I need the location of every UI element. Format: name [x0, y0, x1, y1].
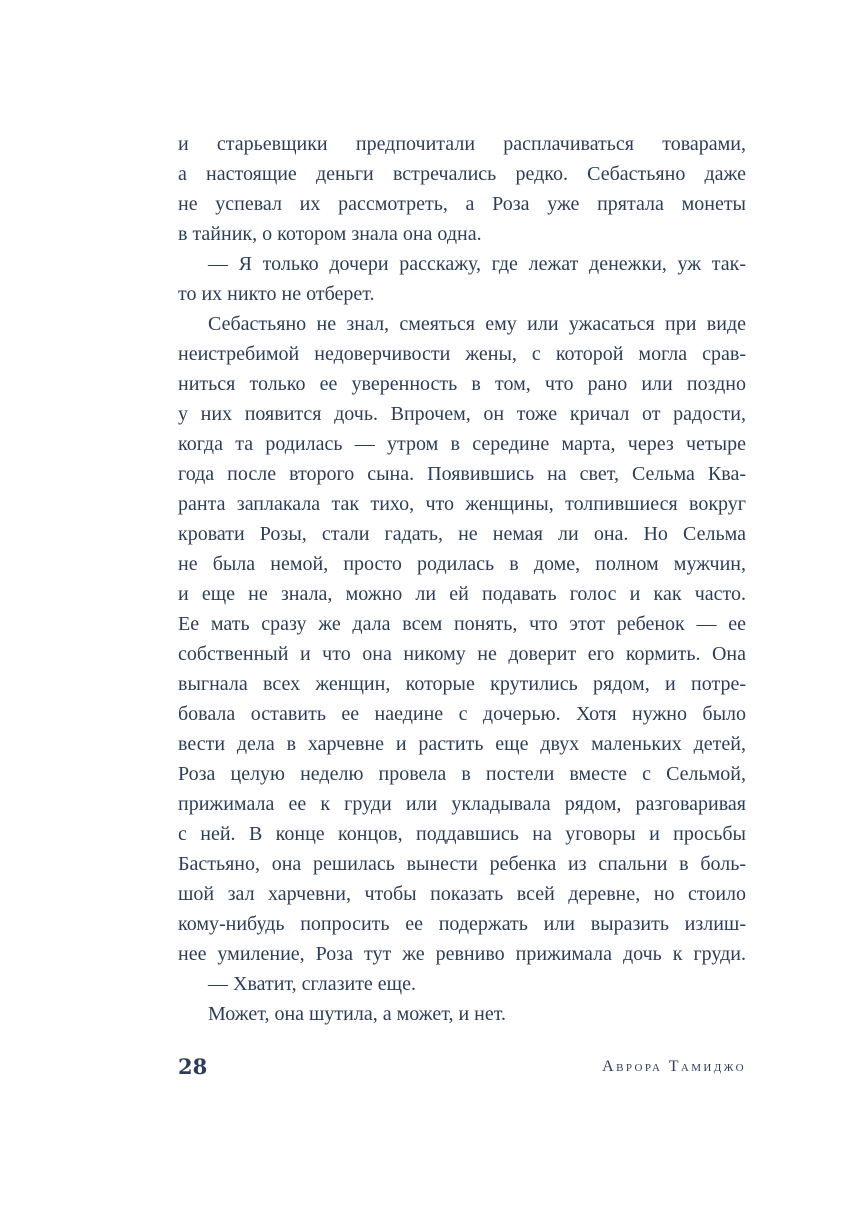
text-line: шой зал харчевни, чтобы показать всей деревне, но стоило [178, 883, 746, 905]
text-line: Может, она шутила, а может, и нет. [208, 1003, 506, 1025]
text-line: не была немой, просто родилась в доме, полном мужчин, [178, 553, 746, 575]
text-line: собственный и что она никому не доверит его кормить. Она [178, 643, 746, 665]
text-line: в тайник, о котором знала она одна. [178, 223, 482, 245]
body-text [178, 129, 746, 1029]
text-line: года после второго сына. Появившись на свет, Сельма Ква- [178, 463, 746, 485]
text-line: а настоящие деньги встречались редко. Себастьяно даже [178, 163, 746, 185]
text-line: — Я только дочери расскажу, где лежат денежки, уж так- [208, 253, 746, 275]
text-line: бовала оставить ее наедине с дочерью. Хотя нужно было [178, 703, 746, 725]
text-line: Бастьяно, она решилась вынести ребенка из спальни в боль- [178, 853, 746, 875]
text-line: Ее мать сразу же дала всем понять, что этот ребенок — ее [178, 613, 746, 635]
text-line: и еще не знала, можно ли ей подавать голос и как часто. [178, 583, 746, 605]
text-line: — Хватит, сглазите еще. [208, 973, 416, 995]
text-line: то их никто не отберет. [178, 283, 375, 305]
page-number: 28 [178, 1054, 208, 1079]
text-line: выгнала всех женщин, которые крутились рядом, и потре- [178, 673, 746, 695]
text-line: с ней. В конце концов, поддавшись на уговоры и просьбы [178, 823, 746, 845]
text-line: вести дела в харчевне и растить еще двух маленьких детей, [178, 733, 746, 755]
text-line: и старьевщики предпочитали расплачиваться товарами, [178, 133, 746, 155]
text-line: неистребимой недоверчивости жены, с которой могла срав- [178, 343, 746, 365]
text-line: Роза целую неделю провела в постели вместе с Сельмой, [178, 763, 746, 785]
text-line: у них появится дочь. Впрочем, он тоже кричал от радости, [178, 403, 746, 425]
page-footer [178, 1052, 746, 1082]
text-line: ранта заплакала так тихо, что женщины, толпившиеся вокруг [178, 493, 746, 515]
text-line: кровати Розы, стали гадать, не немая ли она. Но Сельма [178, 523, 746, 545]
text-line: ниться только ее уверенность в том, что рано или поздно [178, 373, 746, 395]
text-line: когда та родилась — утром в середине марта, через четыре [178, 433, 746, 455]
text-line: кому-нибудь попросить ее подержать или выразить излиш- [178, 913, 746, 935]
running-head-author: Аврора Тамиджо [602, 1058, 746, 1075]
text-line: прижимала ее к груди или укладывала рядом, разговаривая [178, 793, 746, 815]
text-line: Себастьяно не знал, смеяться ему или ужасаться при виде [208, 313, 746, 335]
text-line: не успевал их рассмотреть, а Роза уже прятала монеты [178, 193, 746, 215]
text-line: нее умиление, Роза тут же ревниво прижимала дочь к груди. [178, 943, 746, 965]
